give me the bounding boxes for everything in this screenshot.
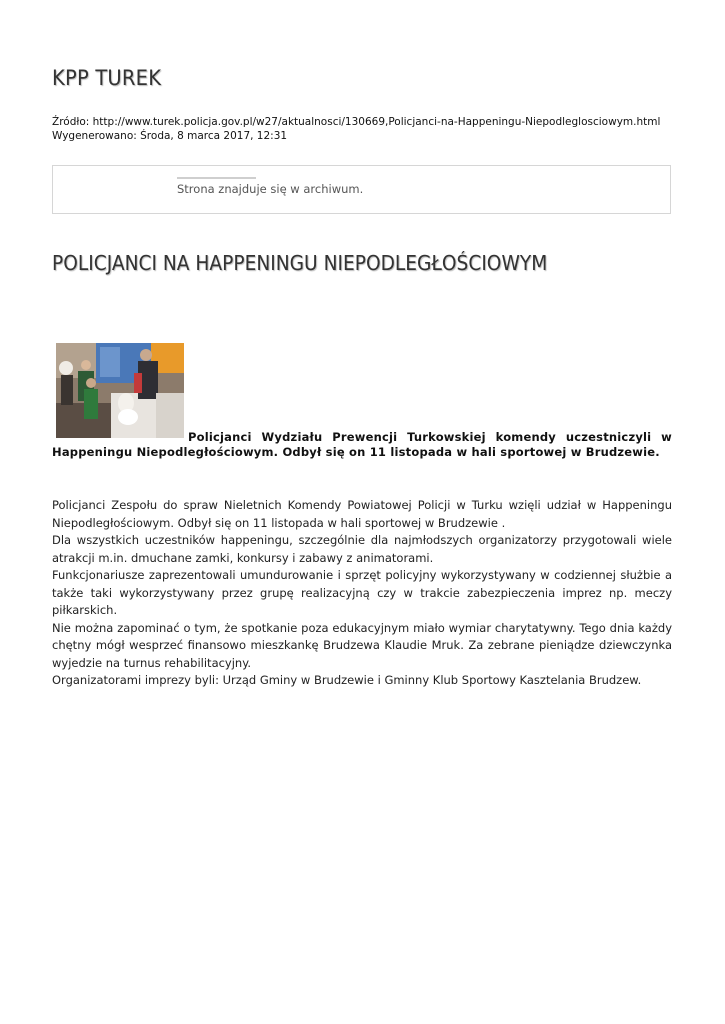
article-paragraph: Funkcjonariusze zaprezentowali umundurowanie i sprzęt policyjny wykorzystywany w codziennej służbie a także taki wykorzystywany przez grupę realizacyjną czy w trakcie zabezpieczenia imprez np. meczy piłkarskich. [52,568,672,617]
article-body [52,497,672,690]
article-paragraph: Policjanci Zespołu do spraw Nieletnich Komendy Powiatowej Policji w Turku wzięli udział w Happeningu Niepodległościowym. Odbył się on 11 listopada w hali sportowej w Brudzewie . [52,498,672,530]
article-paragraph: Organizatorami imprezy byli: Urząd Gminy w Brudzewie i Gminny Klub Sportowy Kasztelania Brudzew. [52,673,642,687]
article-paragraph: Nie można zapominać o tym, że spotkanie poza edukacyjnym miało wymiar charytatywny. Tego dnia każdy chętny mógł wesprzeć finansowo mieszkankę Brudzewa Klaudie Mruk. Za zebrane pieniądze dziewczynka wyjedzie na turnus rehabilitacyjny. [52,620,672,670]
article-paragraph: Dla wszystkich uczestników happeningu, szczególnie dla najmłodszych organizatorzy przygotowali wiele atrakcji m.in. dmuchane zamki, konkursy i zabawy z animatorami. [52,533,672,565]
generated-line: Wygenerowano: Środa, 8 marca 2017, 12:31 [52,130,288,142]
document-meta [52,115,660,143]
article-lead: Policjanci Wydziału Prewencji Turkowskiej komendy uczestniczyli w Happeningu Niepodległościowym. Odbył się on 11 listopada w hali sportowej w Brudzewie. [52,430,672,459]
archive-notice-text: Strona znajduje się w archiwum. [177,182,364,196]
archive-notice-divider [177,177,256,179]
article-photo [56,343,184,438]
site-title: KPP TUREK [52,66,162,90]
article-title: POLICJANCI NA HAPPENINGU NIEPODLEGŁOŚCIOWYM [52,251,548,275]
archive-notice-box [52,165,671,214]
source-line: Źródło: http://www.turek.policja.gov.pl/w27/aktualnosci/130669,Policjanci-na-Happeningu-Niepodleglosciowym.html [52,116,661,128]
